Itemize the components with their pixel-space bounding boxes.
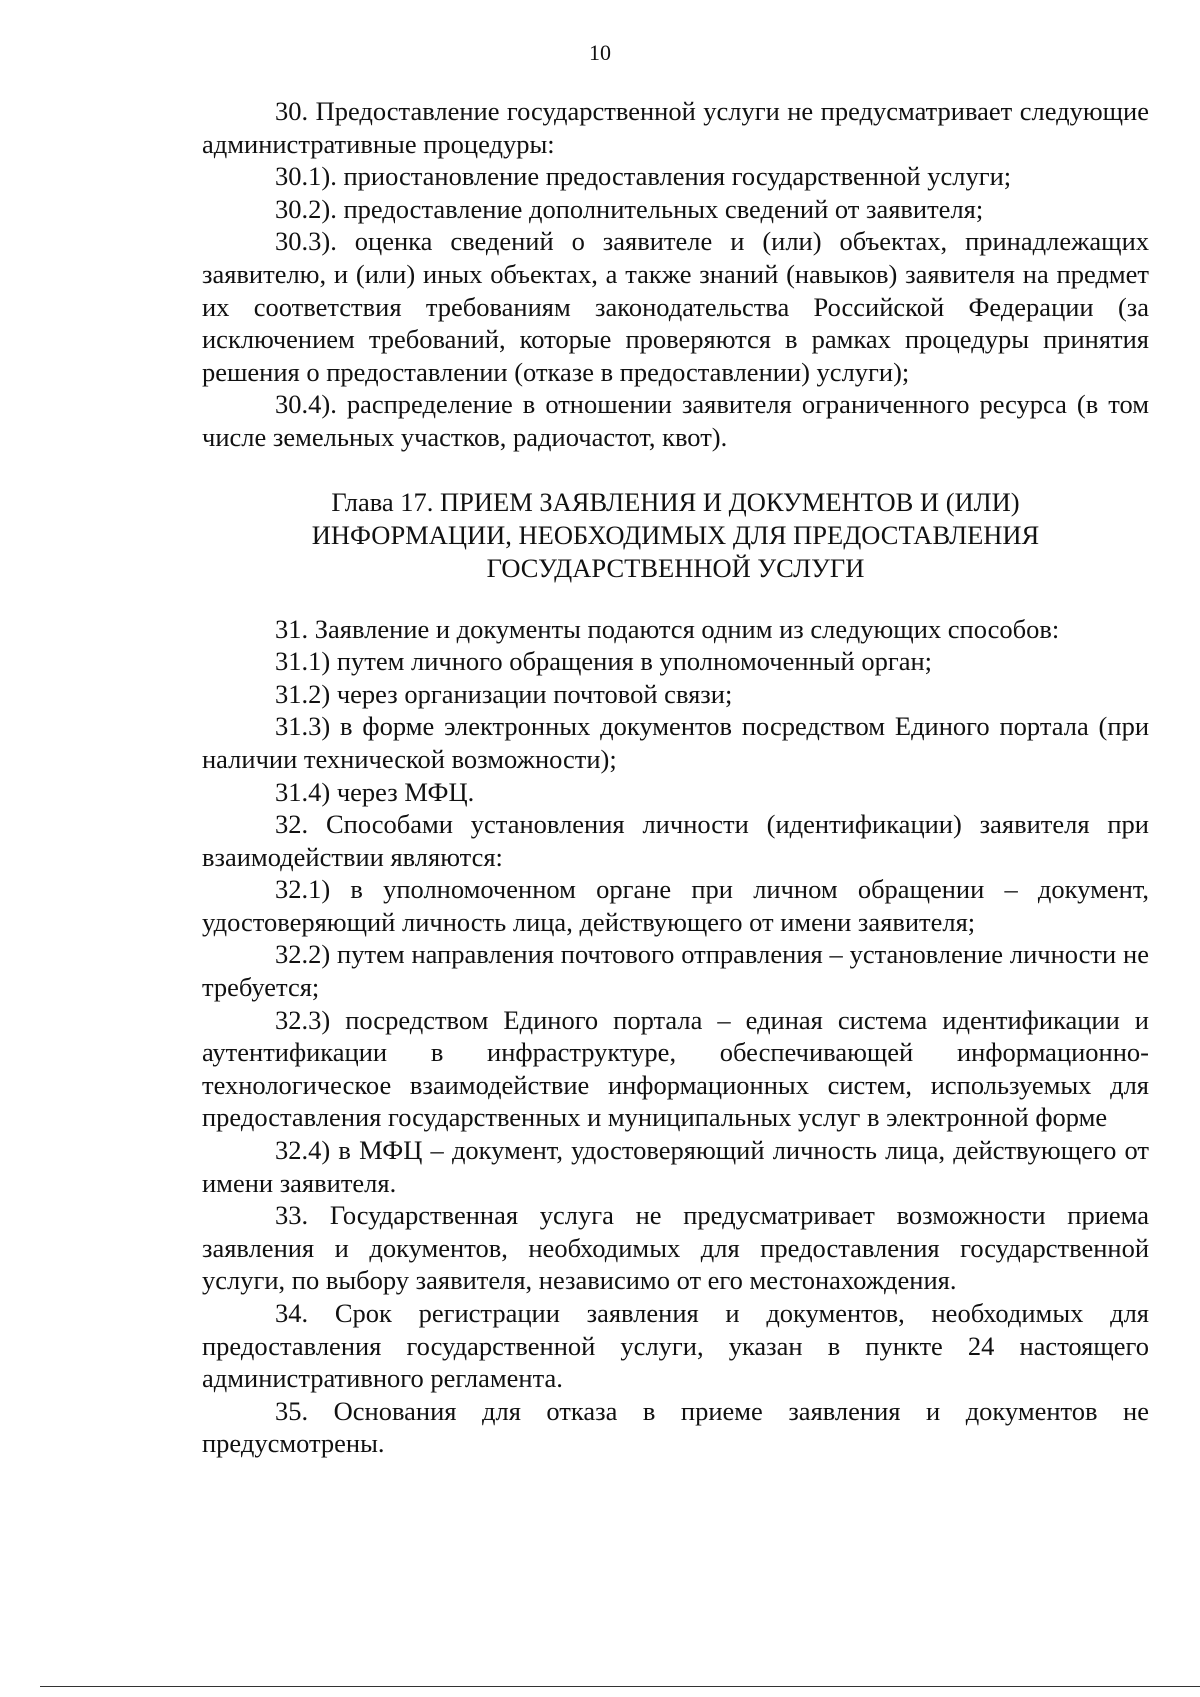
paragraph-30-1: 30.1). приостановление предоставления государственной услуги; xyxy=(275,161,1012,192)
chapter-heading xyxy=(202,486,1149,585)
document-body xyxy=(202,95,1149,1460)
paragraph-32-3: 32.3) посредством Единого портала – единая система идентификации и аутентификации в инфраструктуре, обеспечивающей информационно-технологическое взаимодействие информационных систем, используемых для предоставления государственных и муниципальных услуг в электронной форме xyxy=(202,1004,1149,1133)
paragraph-32-2: 32.2) путем направления почтового отправления – установление личности не требуется; xyxy=(202,939,1149,1003)
paragraph-31-2: 31.2) через организации почтовой связи; xyxy=(275,678,733,709)
chapter-heading-line-2: ИНФОРМАЦИИ, НЕОБХОДИМЫХ ДЛЯ ПРЕДОСТАВЛЕНИЯ xyxy=(311,519,1040,550)
chapter-heading-line-3: ГОСУДАРСТВЕННОЙ УСЛУГИ xyxy=(486,552,865,583)
paragraph-32: 32. Способами установления личности (идентификации) заявителя при взаимодействии являются: xyxy=(202,809,1149,872)
paragraph-31-3: 31.3) в форме электронных документов посредством Единого портала (при наличии технической возможности); xyxy=(202,711,1149,774)
chapter-heading-line-1: Глава 17. ПРИЕМ ЗАЯВЛЕНИЯ И ДОКУМЕНТОВ И (ИЛИ) xyxy=(331,486,1020,517)
paragraph-33: 33. Государственная услуга не предусматривает возможности приема заявления и документов, необходимых для предоставления государственной услуги, по выбору заявителя, независимо от его местонахождения. xyxy=(202,1200,1149,1296)
page-number: 10 xyxy=(589,40,611,65)
scan-bottom-edge-line xyxy=(40,1686,1200,1687)
paragraph-31-1: 31.1) путем личного обращения в уполномоченный орган; xyxy=(275,646,933,677)
paragraph-30: 30. Предоставление государственной услуги не предусматривает следующие административные процедуры: xyxy=(202,96,1149,159)
paragraph-32-4: 32.4) в МФЦ – документ, удостоверяющий личность лица, действующего от имени заявителя. xyxy=(202,1135,1149,1198)
paragraph-30-4: 30.4). распределение в отношении заявителя ограниченного ресурса (в том числе земельных участков, радиочастот, квот). xyxy=(202,389,1149,452)
paragraph-31-4: 31.4) через МФЦ. xyxy=(275,776,475,807)
paragraph-35: 35. Основания для отказа в приеме заявления и документов не предусмотрены. xyxy=(202,1395,1149,1459)
paragraph-32-1: 32.1) в уполномоченном органе при личном обращении – документ, удостоверяющий личность лица, действующего от имени заявителя; xyxy=(202,874,1149,937)
paragraph-34: 34. Срок регистрации заявления и документов, необходимых для предоставления государственной услуги, указан в пункте 24 настоящего административного регламента. xyxy=(202,1298,1149,1394)
paragraph-31: 31. Заявление и документы подаются одним из следующих способов: xyxy=(275,613,1060,644)
paragraph-30-3: 30.3). оценка сведений о заявителе и (или) объектах, принадлежащих заявителю, и (или) иных объектах, а также знаний (навыков) заявителя на предмет их соответствия требованиям законодательства Российской Федерации (за исключением требований, которые проверяются в рамках процедуры принятия решения о предоставлении (отказе в предоставлении) услуги); xyxy=(202,226,1149,387)
paragraph-30-2: 30.2). предоставление дополнительных сведений от заявителя; xyxy=(275,193,984,224)
